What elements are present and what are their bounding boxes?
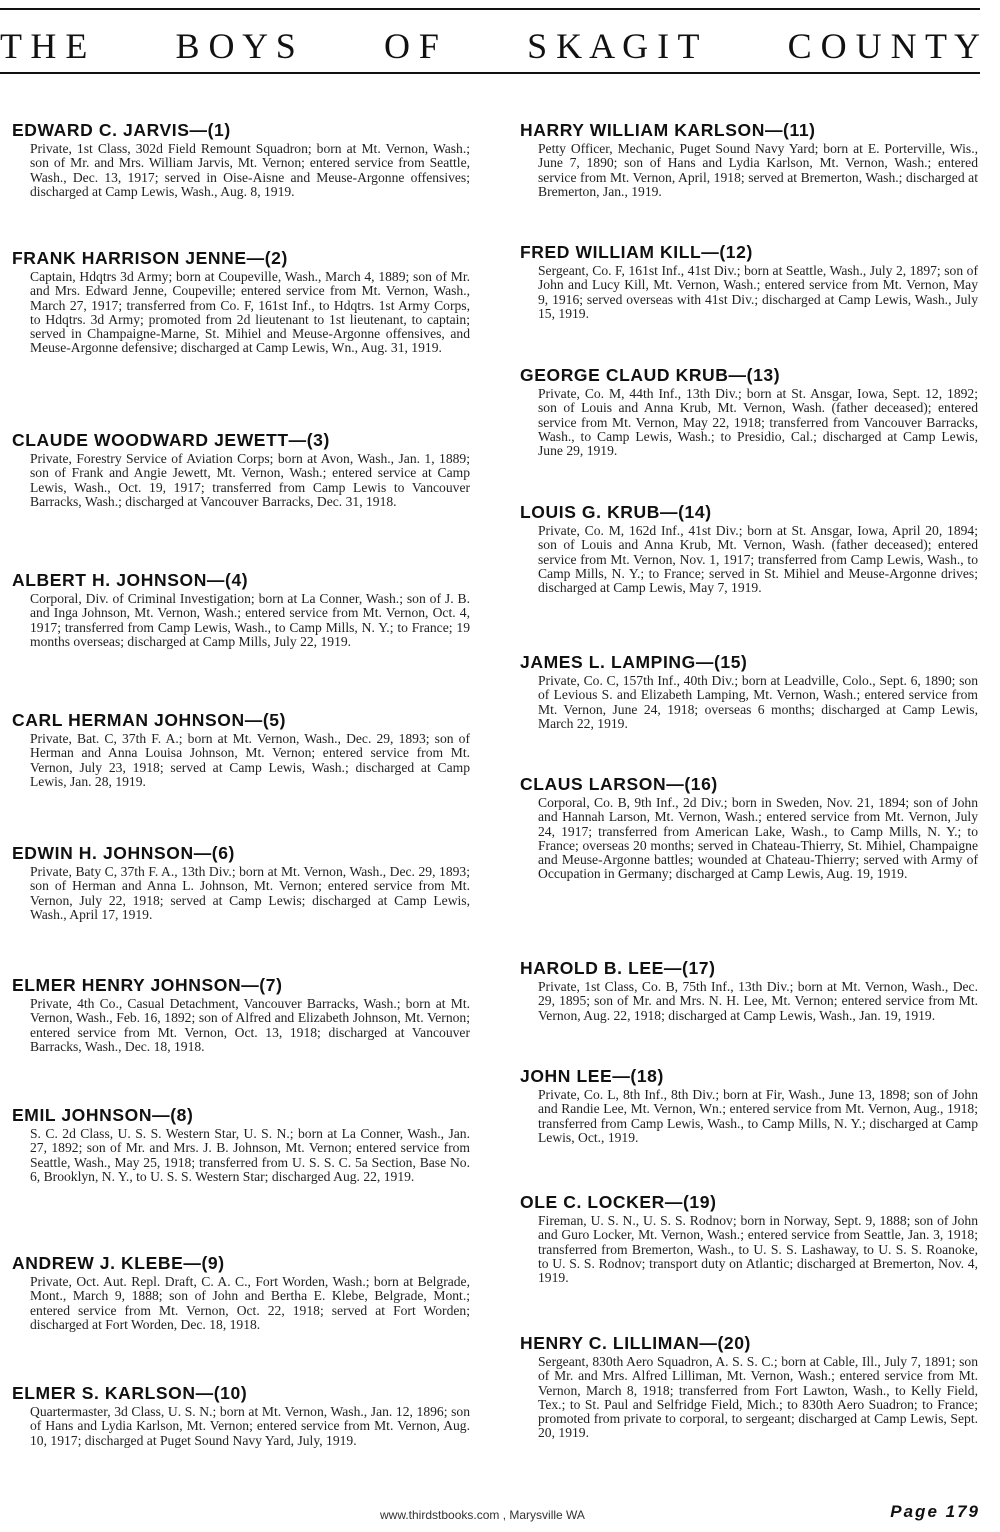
header-rule-bottom	[0, 72, 980, 74]
entry-text: Private, 1st Class, 302d Field Remount Squadron; born at Mt. Vernon, Wash.; son of Mr. and Mrs. William Jarvis, Mt. Vernon; entered service from Seattle, Wash., Dec. 13, 1917; served in Oise-Aisne and Meuse-Argonne offensives; discharged at Camp Lewis, Wash., Aug. 8, 1919.	[30, 141, 470, 199]
entry-name: ALBERT H. JOHNSON—(4)	[12, 570, 249, 590]
entry-text: Petty Officer, Mechanic, Puget Sound Navy Yard; born at E. Porterville, Wis., June 7, 1890; son of Hans and Lydia Karlson, Mt. Vernon, Wash.; entered service from Mt. Vernon, April, 1918; served at Bremerton, Wash.; discharged at Bremerton, Jan., 1919.	[538, 141, 978, 199]
entry-text: Private, Bat. C, 37th F. A.; born at Mt. Vernon, Wash., Dec. 29, 1893; son of Herman and Anna Louisa Johnson, Mt. Vernon; entered service from Mt. Vernon, July 23, 1918; served at Camp Lewis, Wash.; discharged at Camp Lewis, Jan. 28, 1919.	[30, 731, 470, 789]
entry-name: OLE C. LOCKER—(19)	[520, 1192, 717, 1212]
entry-text: Private, Co. C, 157th Inf., 40th Div.; born at Leadville, Colo., Sept. 6, 1890; son of Levious S. and Elizabeth Lamping, Mt. Vernon, Wash.; entered service from Mt. Vernon, June 24, 1918; overseas 6 months; discharged at Camp Lewis, March 22, 1919.	[538, 673, 978, 731]
entry-name: FRANK HARRISON JENNE—(2)	[12, 248, 288, 268]
title-word: O F	[383, 26, 439, 66]
service-record-entry	[520, 363, 980, 458]
service-record-entry	[12, 1251, 472, 1332]
header-rule-top	[0, 8, 980, 10]
entry-text: Private, Co. M, 44th Inf., 13th Div.; born at St. Ansgar, Iowa, Sept. 12, 1892; son of Louis and Anna Krub, Mt. Vernon, Wash. (father deceased); entered service from Mt. Vernon, May 22, 1918; transferred from Vancouver Barracks, Wash., to Camp Lewis, Wash.; to Presidio, Cal.; discharged at Camp Lewis, June 29, 1919.	[538, 386, 978, 459]
service-record-entry	[12, 568, 472, 649]
service-record-entry	[520, 956, 980, 1023]
service-record-entry	[12, 1381, 472, 1448]
entry-text: Captain, Hdqtrs 3d Army; born at Coupeville, Wash., March 4, 1889; son of Mr. and Mrs. Edward Jenne, Coupeville; entered service from Mt. Vernon, Wash., March 27, 1917; transferred from Co. F, 161st Inf., to Hdqtrs. 1st Army Corps, to Hdqtrs. 3d Army; promoted from 2d lieutenant to 1st lieutenant, to captain; served in Champaigne-Marne, St. Mihiel and Meuse-Argonne offensives, and Meuse-Argonne defensive; discharged at Camp Lewis, Wn., Aug. 31, 1919.	[30, 269, 470, 356]
entry-name: CLAUDE WOODWARD JEWETT—(3)	[12, 430, 330, 450]
title-word: B O Y S	[175, 26, 296, 66]
entry-name: CLAUS LARSON—(16)	[520, 774, 718, 794]
entry-name: EDWIN H. JOHNSON—(6)	[12, 843, 235, 863]
entry-name: ELMER HENRY JOHNSON—(7)	[12, 975, 283, 995]
entry-text: Private, Forestry Service of Aviation Corps; born at Avon, Wash., Jan. 1, 1889; son of Frank and Angie Jewett, Mt. Vernon, Wash.; entered service at Camp Lewis, Wash., Oct. 19, 1917; transferred from Camp Lewis to Vancouver Barracks, Wash.; discharged at Vancouver Barracks, Dec. 31, 1918.	[30, 451, 470, 509]
service-record-entry	[520, 1331, 980, 1441]
entry-name: CARL HERMAN JOHNSON—(5)	[12, 710, 287, 730]
entry-name: HAROLD B. LEE—(17)	[520, 958, 716, 978]
entry-name: EMIL JOHNSON—(8)	[12, 1105, 194, 1125]
entry-name: GEORGE CLAUD KRUB—(13)	[520, 365, 781, 385]
entry-text: Quartermaster, 3d Class, U. S. N.; born at Mt. Vernon, Wash., Jan. 12, 1896; son of Hans and Lydia Karlson, Mt. Vernon; entered service from Mt. Vernon, Aug. 10, 1917; discharged at Puget Sound Navy Yard, July, 1919.	[30, 1404, 470, 1448]
entry-text: S. C. 2d Class, U. S. S. Western Star, U. S. N.; born at La Conner, Wash., Jan. 27, 1892; son of Mr. and Mrs. J. B. Johnson, Mt. Vernon; entered service from Seattle, Wash., May 25, 1918; transferred from U. S. S. C. 5a Section, Base No. 6, Brooklyn, N. Y., to U. S. S. Western Star; discharged Aug. 22, 1919.	[30, 1126, 470, 1184]
service-record-entry	[12, 118, 472, 199]
service-record-entry	[12, 841, 472, 922]
entry-name: FRED WILLIAM KILL—(12)	[520, 242, 753, 262]
entry-text: Sergeant, Co. F, 161st Inf., 41st Div.; born at Seattle, Wash., July 2, 1897; son of John and Lucy Kill, Mt. Vernon, Wash.; entered service from Mt. Vernon, May 9, 1916; served overseas with 41st Div.; discharged at Camp Lewis, Wash., July 15, 1919.	[538, 263, 978, 321]
service-record-entry	[520, 650, 980, 731]
title-word: C O U N T Y	[787, 26, 980, 66]
service-record-entry	[12, 1103, 472, 1184]
entry-name: LOUIS G. KRUB—(14)	[520, 502, 712, 522]
entry-text: Sergeant, 830th Aero Squadron, A. S. S. C.; born at Cable, Ill., July 7, 1891; son of Mr. and Mrs. Alfred Lilliman, Mt. Vernon, Wash.; entered service from Mt. Vernon, March 8, 1918; transferred from Fort Lawton, Wash., to Kelly Field, Tex.; to St. Paul and Selfridge Field, Mich.; to 830th Aero Suadron; to France; promoted from private to corporal, to sergeant; discharged at Camp Lewis, Sept. 20, 1919.	[538, 1354, 978, 1441]
entry-text: Private, Oct. Aut. Repl. Draft, C. A. C., Fort Worden, Wash.; born at Belgrade, Mont., March 9, 1888; son of John and Bertha E. Klebe, Belgrade, Mont.; entered service from Mt. Vernon, Oct. 22, 1918; served at Fort Worden; discharged at Fort Worden, Dec. 18, 1918.	[30, 1274, 470, 1332]
entry-text: Private, 1st Class, Co. B, 75th Inf., 13th Div.; born at Mt. Vernon, Wash., Dec. 29, 1895; son of Mr. and Mrs. N. H. Lee, Mt. Vernon; entered service from Mt. Vernon, Aug. 22, 1918; discharged at Camp Lewis, Wash., Jan. 19, 1919.	[538, 979, 978, 1023]
footer-url: www.thirdstbooks.com , Marysville WA	[380, 1508, 585, 1522]
service-record-entry	[520, 500, 980, 595]
entry-name: HARRY WILLIAM KARLSON—(11)	[520, 120, 816, 140]
page-title	[0, 26, 980, 66]
service-record-entry	[520, 1190, 980, 1285]
entry-name: JOHN LEE—(18)	[520, 1066, 664, 1086]
service-record-entry	[12, 973, 472, 1054]
entry-name: EDWARD C. JARVIS—(1)	[12, 120, 231, 140]
service-record-entry	[520, 772, 980, 882]
entry-text: Private, Co. M, 162d Inf., 41st Div.; born at St. Ansgar, Iowa, April 20, 1894; son of Louis and Anna Krub, Mt. Vernon, Wash. (father deceased); entered service from Mt. Vernon, Nov. 1, 1917; transferred from Camp Lewis, Wash., to Camp Mills, N. Y.; to France; served in St. Mihiel and Meuse-Argonne drives; discharged at Camp Lewis, May 7, 1919.	[538, 523, 978, 596]
title-word: T H E	[0, 26, 88, 66]
service-record-entry	[12, 708, 472, 789]
entry-name: HENRY C. LILLIMAN—(20)	[520, 1333, 751, 1353]
entry-text: Private, 4th Co., Casual Detachment, Vancouver Barracks, Wash.; born at Mt. Vernon, Wash., Feb. 16, 1892; son of Alfred and Elizabeth Johnson, Mt. Vernon; entered service from Mt. Vernon, Oct. 13, 1918; discharged at Vancouver Barracks, Wash., Dec. 18, 1918.	[30, 996, 470, 1054]
service-record-entry	[520, 1064, 980, 1145]
entry-text: Private, Co. L, 8th Inf., 8th Div.; born at Fir, Wash., June 13, 1898; son of John and Randie Lee, Mt. Vernon, Wn.; entered service from Mt. Vernon, Aug., 1918; transferred from Camp Lewis, Wash., to Camp Mills, N. Y.; discharged at Camp Lewis, Oct., 1919.	[538, 1087, 978, 1145]
page-number: Page 179	[890, 1502, 980, 1521]
entry-name: ELMER S. KARLSON—(10)	[12, 1383, 248, 1403]
service-record-entry	[520, 240, 980, 321]
entry-name: ANDREW J. KLEBE—(9)	[12, 1253, 225, 1273]
entry-text: Fireman, U. S. N., U. S. S. Rodnov; born in Norway, Sept. 9, 1888; son of John and Guro Locker, Mt. Vernon, Wash.; entered service from Seattle, Jan. 3, 1918; transferred from Bremerton, Wash., to U. S. S. Lashaway, to U. S. S. Roanoke, to U. S. S. Rodnov; transport duty on Atlantic; discharged at Bremerton, Nov. 4, 1919.	[538, 1213, 978, 1286]
title-word: S K A G I T	[527, 26, 700, 66]
service-record-entry	[12, 246, 472, 356]
service-record-entry	[520, 118, 980, 199]
entry-name: JAMES L. LAMPING—(15)	[520, 652, 748, 672]
entry-text: Corporal, Div. of Criminal Investigation; born at La Conner, Wash.; son of J. B. and Inga Johnson, Mt. Vernon, Wash.; entered service from Mt. Vernon, Oct. 4, 1917; transferred from Camp Lewis, Wash., to Camp Mills, N. Y.; to France; 19 months overseas; discharged at Camp Mills, July 22, 1919.	[30, 591, 470, 649]
service-record-entry	[12, 428, 472, 509]
entry-text: Corporal, Co. B, 9th Inf., 2d Div.; born in Sweden, Nov. 21, 1894; son of John and Hannah Larson, Mt. Vernon, Wash.; entered service from Mt. Vernon, July 24, 1917; transferred from American Lake, Wash., to Camp Mills, N. Y.; to France; overseas 20 months; served in Chateau-Thierry, St. Mihiel, Champaigne and Meuse-Argonne battles; wounded at Chateau-Thierry; served with Army of Occupation in Germany; discharged at Camp Lewis, Aug. 19, 1919.	[538, 795, 978, 882]
entry-text: Private, Baty C, 37th F. A., 13th Div.; born at Mt. Vernon, Wash., Dec. 29, 1893; son of Herman and Anna L. Johnson, Mt. Vernon; entered service from Mt. Vernon, July 22, 1918; served at Camp Lewis; discharged at Camp Lewis, Wash., April 17, 1919.	[30, 864, 470, 922]
